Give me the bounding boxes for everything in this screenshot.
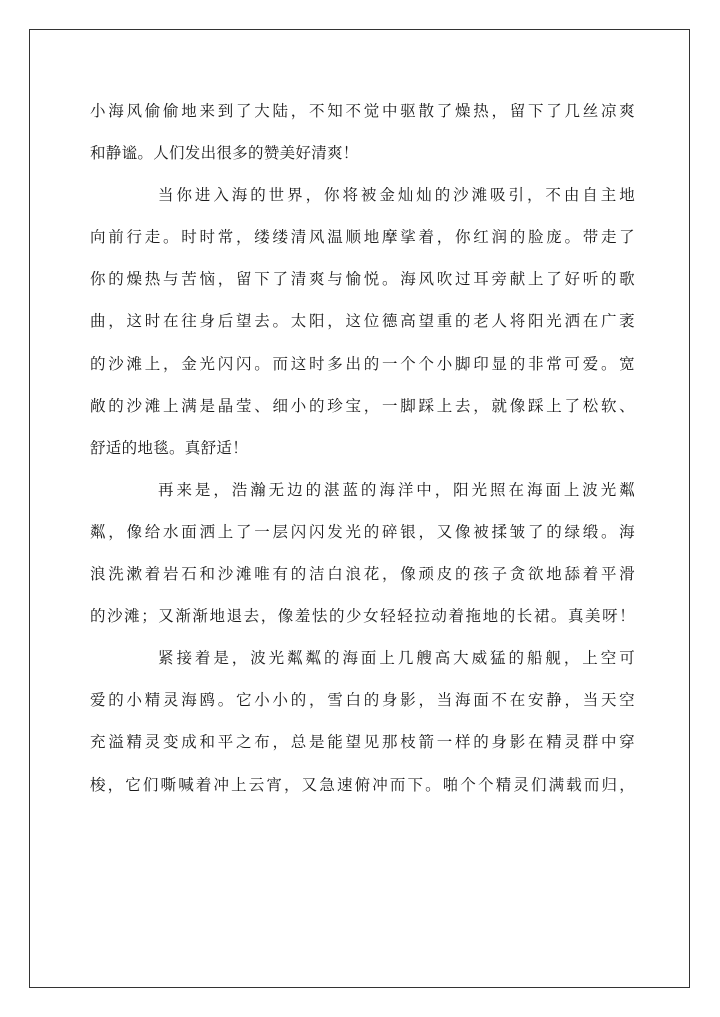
text-line: 小海风偷偷地来到了大陆，不知不觉中驱散了燥热，留下了几丝凉爽 (90, 102, 635, 120)
text-line: 舒适的地毯。真舒适！ (90, 438, 249, 457)
text-line: 的沙滩；又渐渐地退去，像羞怯的少女轻轻拉动着拖地的长裙。真美呀！ (90, 607, 635, 626)
paragraph-start-line: 再来是，浩瀚无边的湛蓝的海洋中，阳光照在海面上波光粼 (158, 480, 635, 499)
text-line: 充溢精灵变成和平之布，总是能望见那枝箭一样的身影在精灵群中穿 (90, 733, 635, 752)
document-body (90, 90, 635, 806)
text-line: 的沙滩上，金光闪闪。而这时多出的一个个小脚印显的非常可爱。宽 (90, 354, 635, 373)
text-line: 爱的小精灵海鸥。它小小的，雪白的身影，当海面不在安静，当天空 (90, 691, 635, 710)
text-line: 你的燥热与苦恼，留下了清爽与愉悦。海风吹过耳旁献上了好听的歌 (90, 270, 635, 289)
text-line: 梭，它们嘶喊着冲上云宵，又急速俯冲而下。啪个个精灵们满载而归， (90, 775, 635, 794)
text-line: 浪洗漱着岩石和沙滩唯有的洁白浪花，像顽皮的孩子贪欲地舔着平滑 (90, 565, 635, 584)
text-line: 敞的沙滩上满是晶莹、细小的珍宝，一脚踩上去，就像踩上了松软、 (90, 396, 635, 415)
text-line: 和静谧。人们发出很多的赞美好清爽！ (90, 144, 359, 163)
text-line: 粼，像给水面洒上了一层闪闪发光的碎银，又像被揉皱了的绿缎。海 (90, 522, 635, 541)
paragraph-start-line: 紧接着是，波光粼粼的海面上几艘高大威猛的船舰，上空可 (158, 649, 635, 668)
text-line: 曲，这时在往身后望去。太阳，这位德高望重的老人将阳光洒在广袤 (90, 312, 635, 331)
text-line: 向前行走。时时常，缕缕清风温顺地摩挲着，你红润的脸庞。带走了 (90, 228, 635, 247)
paragraph-start-line: 当你进入海的世界，你将被金灿灿的沙滩吸引，不由自主地 (158, 186, 635, 205)
